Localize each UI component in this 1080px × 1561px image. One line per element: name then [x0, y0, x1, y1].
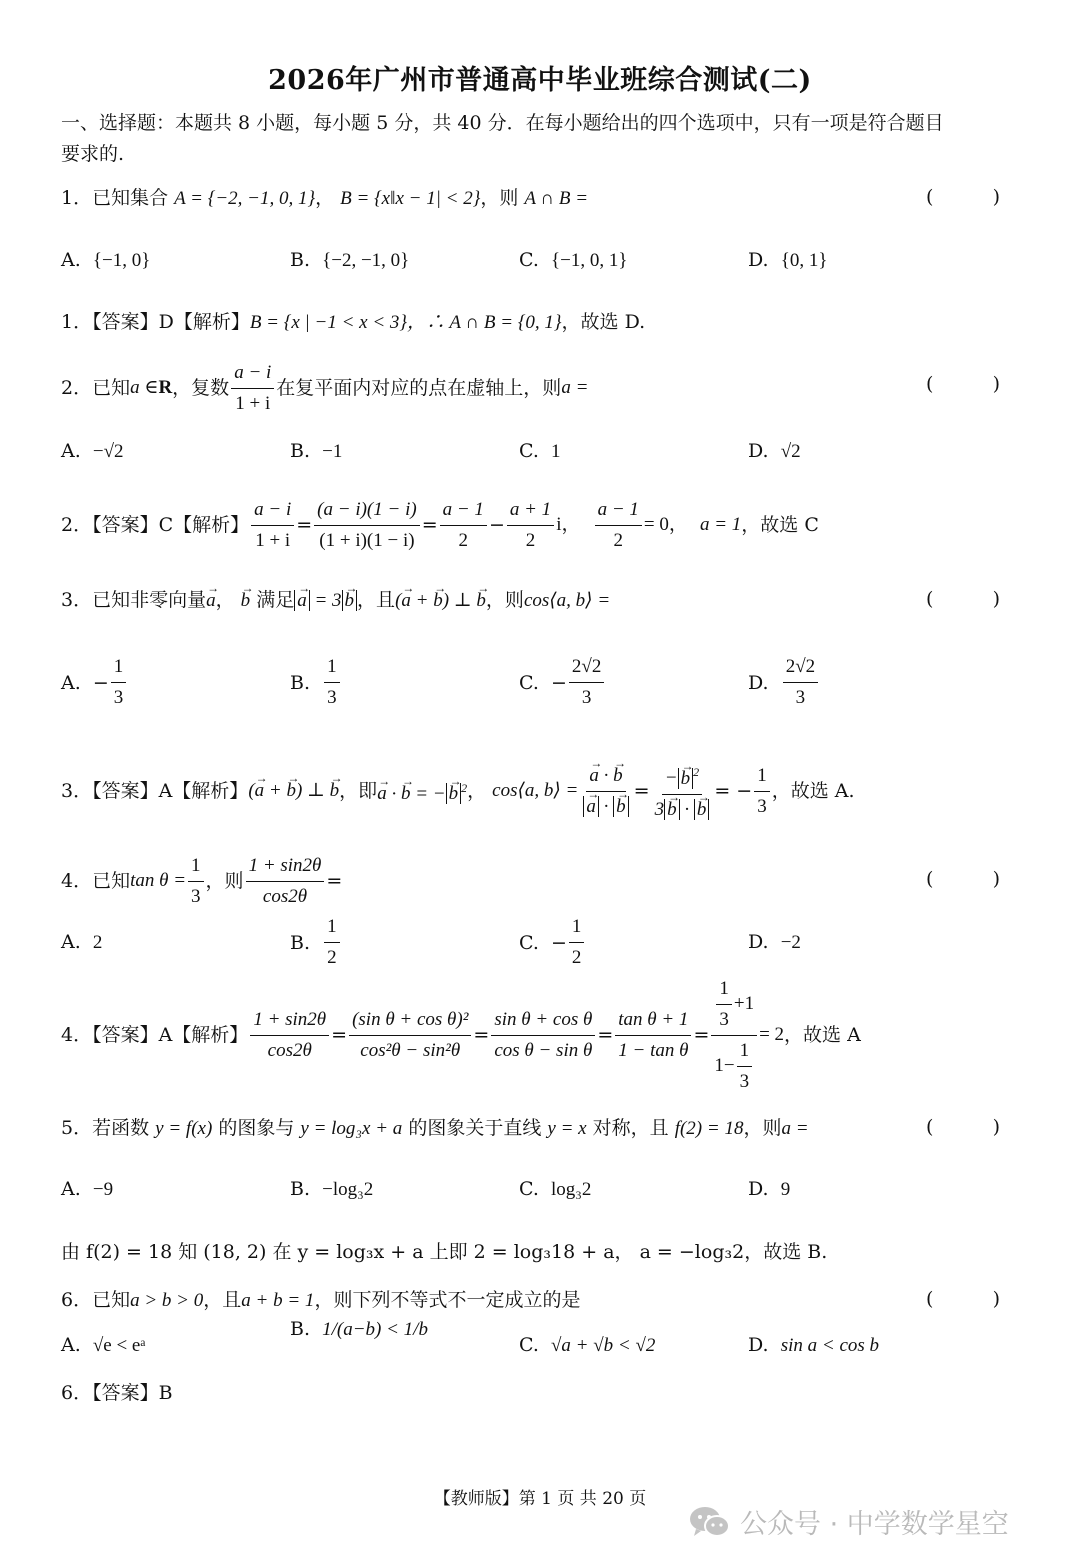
option-d: D. sin a < cos b	[748, 1334, 880, 1356]
option-c: C. √a + √b < √2	[519, 1334, 656, 1356]
option-b: B. 1 2	[290, 912, 342, 973]
option-b: B. 1/(a−b) < 1/b	[290, 1318, 428, 1340]
wechat-icon	[688, 1505, 732, 1539]
option-a: A. −9	[61, 1178, 114, 1200]
answer-2: 2．【答案】C【解析】 a − i 1 + i = (a − i)(1 − i) (1 + i)(1 − i) = a − 1 2 − a + 1 2 i， $\frac{a - 1}{2}$ = 0， a = 1 ，故选 C	[61, 494, 819, 556]
option-a: A. − $\frac{1}{3}$	[61, 652, 128, 713]
option-c: C. {−1, 0, 1}	[519, 249, 628, 271]
section-intro-cont: 要求的.	[61, 143, 125, 165]
answer-4: 4．【答案】A【解析】 1 + sin2θ cos2θ = (sin θ + cos θ)² cos²θ − sin²θ = sin θ + cos θ cos θ − sin θ = tan θ + 1 1 − tan θ = 1 3 +1 1− 1 3 = 2 ，故选 A	[61, 985, 861, 1085]
question-3: 3．已知非零向量→ a， → b 满足→ a = 3→ b ，且(→ a + → b) ⊥ → b，则cos⟨a, b⟩ =	[61, 588, 610, 613]
answer-paren: ( )	[926, 1116, 1000, 1138]
answer-paren: ( )	[926, 1288, 1000, 1310]
option-c: C. log₃2	[519, 1178, 592, 1200]
section-intro: 一、选择题：本题共 8 小题，每小题 5 分，共 40 分．在每小题给出的四个选项中，只有一项是符合题目	[61, 112, 944, 134]
answer-3: 3．【答案】A【解析】 (→ a + → b) ⊥ → b ，即 → a · → b = −→ b $^2$ ， cos⟨a, b⟩ = → a · → b → a · → b = $\frac{-\to b ^2}{3\to b \cdot \to b}$ = − $\frac{1}{3}$ ，故选 A.	[61, 754, 855, 828]
question-5: 5．若函数 y = f(x) 的图象与 y = log₃x + a 的图象关于直线 y = x 对称，且 f(2) = 18，则a =	[61, 1117, 809, 1139]
answer-6: 6．【答案】B	[61, 1382, 173, 1404]
answer-paren: ( )	[926, 588, 1000, 610]
answer-1: 1．【答案】D【解析】B = {x | −1 < x < 3}，∴ A ∩ B = {0, 1}，故选 D.	[61, 311, 646, 333]
fraction: a − i 1 + i	[231, 358, 274, 419]
question-4: 4． 已知 tan θ = $\frac{1}{3}$ ，则 $\frac{1 + \sin 2\theta}{\cos 2\theta}$ =	[61, 850, 342, 912]
answer-paren: ( )	[926, 186, 1000, 208]
question-2: 2． 已知 a ∈ R ，复数 a − i 1 + i 在复平面内对应的点在虚轴上，则 a =	[61, 358, 588, 418]
option-b: B. 1 3	[290, 652, 342, 713]
option-c: C. − $\frac{2√2}{3}$	[519, 652, 606, 713]
option-a: A. √e < eᵃ	[61, 1334, 146, 1356]
option-d: D. √2	[748, 440, 801, 462]
answer-5: 由 f(2) = 18 知 (18, 2) 在 y = log₃x + a 上即 2 = log₃18 + a， a = −log₃2，故选 B.	[61, 1241, 828, 1263]
watermark	[688, 1502, 1009, 1541]
option-a: A. {−1, 0}	[61, 249, 151, 271]
option-b: B. −1	[290, 440, 343, 462]
option-a: A. 2	[61, 931, 103, 953]
option-a: A. −√2	[61, 440, 124, 462]
option-d: D. 9	[748, 1178, 791, 1200]
option-d: D. −2	[748, 931, 801, 953]
option-d: D. 2√2 3	[748, 652, 820, 713]
option-c: C. − $\frac{1}{2}$	[519, 912, 586, 973]
option-b: B. {−2, −1, 0}	[290, 249, 410, 271]
page-title: 2026年广州市普通高中毕业班综合测试(二)	[268, 65, 812, 96]
watermark-text: 公众号 · 中学数学星空	[740, 1509, 1009, 1540]
answer-paren: ( )	[926, 868, 1000, 890]
question-1: 1．已知集合 A = {−2, −1, 0, 1}， B = {x‖x − 1| < 2}，则 A ∩ B =	[61, 187, 589, 209]
page-footer: 【教师版】第 1 页 共 20 页	[433, 1489, 647, 1509]
option-c: C. 1	[519, 440, 561, 462]
option-d: D. {0, 1}	[748, 249, 828, 271]
option-b: B. −log₃2	[290, 1178, 374, 1200]
question-6: 6．已知a > b > 0，且a + b = 1，则下列不等式不一定成立的是	[61, 1289, 581, 1311]
answer-paren: ( )	[926, 373, 1000, 395]
